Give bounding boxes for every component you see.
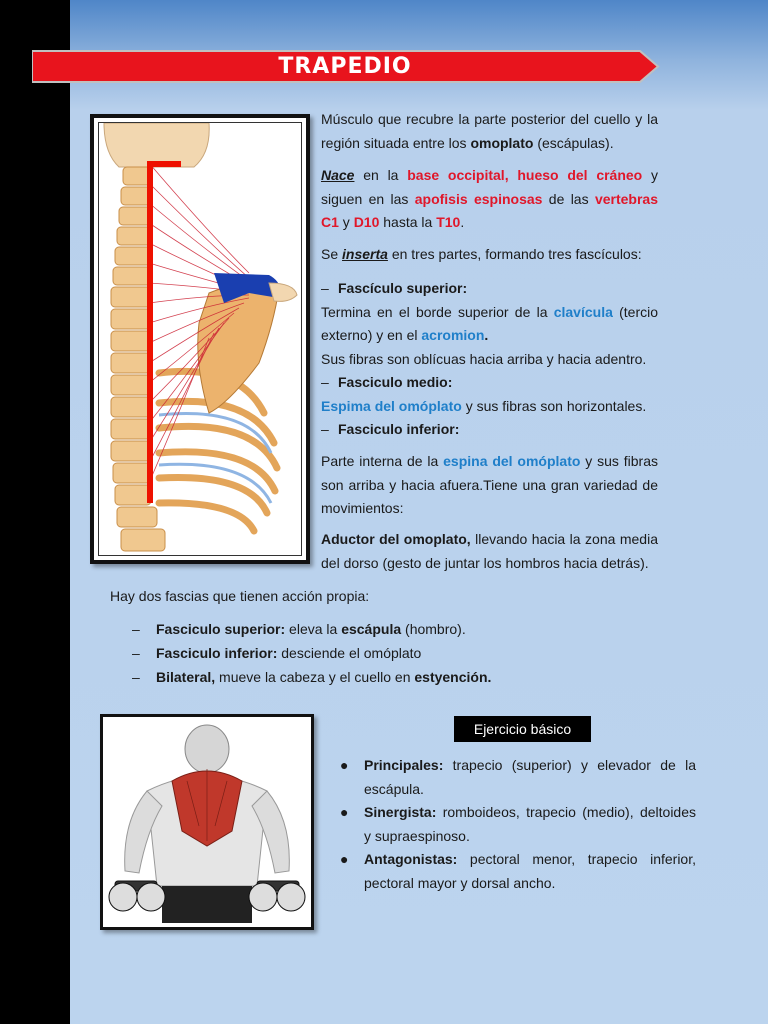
exercise-item-label: Antagonistas: (364, 851, 458, 867)
dash-marker: – (321, 280, 329, 296)
exercise-item (364, 801, 696, 848)
superior-text-end: . (484, 327, 489, 343)
fascia-item-label: Bilateral, (156, 669, 216, 685)
base-occipital-term: base occipital, hueso del cráneo (407, 167, 643, 183)
anatomy-image-frame (90, 114, 310, 564)
superior-text: Termina en el borde superior de la (321, 303, 554, 320)
fasciculo-superior-section (321, 277, 658, 442)
bullet-icon: ● (340, 757, 349, 773)
apofisis-term: apofisis espinosas (414, 190, 543, 207)
clavicula-term: clavícula (553, 303, 613, 320)
origin-text: y siguen en las (321, 167, 659, 207)
insertion-text: en tres partes, formando tres fascículos: (387, 246, 642, 262)
fasciculo-superior-heading: Fascículo superior: (338, 280, 468, 296)
bullet-icon: ● (340, 851, 349, 867)
inferior-text: Parte interna de la (321, 453, 444, 469)
fascia-item-label: Fasciculo inferior: (156, 645, 278, 661)
espina-omoplato-term: espina del omóplato (443, 453, 581, 469)
exercise-item-label: Sinergista: (364, 804, 437, 820)
exercise-item-text: pectoral menor, trapecio inferior, pectoral mayor y dorsal ancho. (364, 851, 696, 891)
origin-text: . (460, 214, 465, 230)
exercise-item (364, 848, 696, 895)
acromion-term: acromion (421, 327, 485, 343)
dash-marker: – (132, 621, 140, 637)
inserta-term: inserta (342, 246, 388, 262)
fascia-item (156, 618, 676, 642)
superior-fibers-text: Sus fibras son oblícuas hacia arriba y hacia adentro. (321, 350, 647, 367)
title-banner (32, 50, 660, 83)
fascia-item-text: eleva la (285, 621, 342, 637)
dash-marker: – (321, 421, 329, 437)
vertebras-term: vertebras C1 (321, 190, 658, 230)
page-title: TRAPEDIO (278, 54, 412, 79)
fascia-item-text: desciende el omóplato (277, 645, 422, 661)
fascia-item-term: escápula (341, 621, 402, 637)
exercise-image-frame (100, 714, 314, 930)
origin-text: hasta la (379, 214, 437, 230)
t10-term: T10 (436, 214, 461, 230)
fascia-item-text: mueve la cabeza y el cuello en (215, 669, 415, 685)
intro-paragraph (321, 108, 658, 155)
espima-omoplato-term: Espima del omóplato (321, 397, 462, 414)
origin-text: en la (354, 167, 408, 183)
anatomy-image (98, 122, 302, 556)
dash-marker: – (132, 645, 140, 661)
aductor-text: llevando hacia la zona media del dorso (gesto de juntar los hombros hacia detrás). (321, 531, 658, 571)
fasciculo-medio-heading: Fasciculo medio: (338, 374, 453, 390)
exercise-item-label: Principales: (364, 757, 444, 773)
fascia-item-text: (hombro). (401, 621, 466, 637)
omoplato-term: omoplato (470, 134, 534, 151)
dash-marker: – (132, 669, 140, 685)
fascia-item-label: Fasciculo superior: (156, 621, 286, 637)
dumbbell-shrug-illustration (107, 721, 307, 923)
exercise-image (107, 721, 307, 923)
fasciculo-inferior-heading: Fasciculo inferior: (338, 421, 460, 437)
d10-term: D10 (353, 214, 380, 230)
fascia-item (156, 666, 676, 690)
insertion-paragraph (321, 243, 658, 267)
insertion-text: Se (321, 246, 343, 262)
inferior-text: y sus fibras son arriba y hacia afuera.Tiene una gran variedad de movimientos: (321, 453, 658, 516)
aductor-paragraph (321, 528, 658, 575)
trapezius-illustration (99, 123, 301, 555)
bullet-icon: ● (340, 804, 349, 820)
fascia-item (156, 642, 676, 666)
intro-text-end: (escápulas). (533, 134, 614, 151)
fasciculo-inferior-paragraph (321, 450, 658, 521)
exercise-item (364, 754, 696, 801)
fascia-item-term: estyención. (414, 669, 492, 685)
exercise-item-text: romboideos, trapecio (medio), deltoides y supraespinoso. (364, 804, 696, 844)
origin-text: de las (542, 190, 595, 207)
origin-paragraph (321, 164, 658, 235)
superior-text: (tercio externo) y en el (321, 303, 658, 343)
medio-text: y sus fibras son horizontales. (461, 397, 647, 414)
nace-term: Nace (321, 167, 355, 183)
fascias-intro: Hay dos fascias que tienen acción propia: (110, 588, 370, 604)
intro-text: Músculo que recubre la parte posterior del cuello y la región situada entre los (321, 111, 658, 151)
origin-text: y (338, 214, 354, 230)
exercise-item-text: trapecio (superior) y elevador de la escápula. (364, 757, 696, 797)
aductor-term: Aductor del omoplato, (321, 531, 471, 547)
exercise-badge: Ejercicio básico (454, 716, 591, 742)
dash-marker: – (321, 374, 329, 390)
